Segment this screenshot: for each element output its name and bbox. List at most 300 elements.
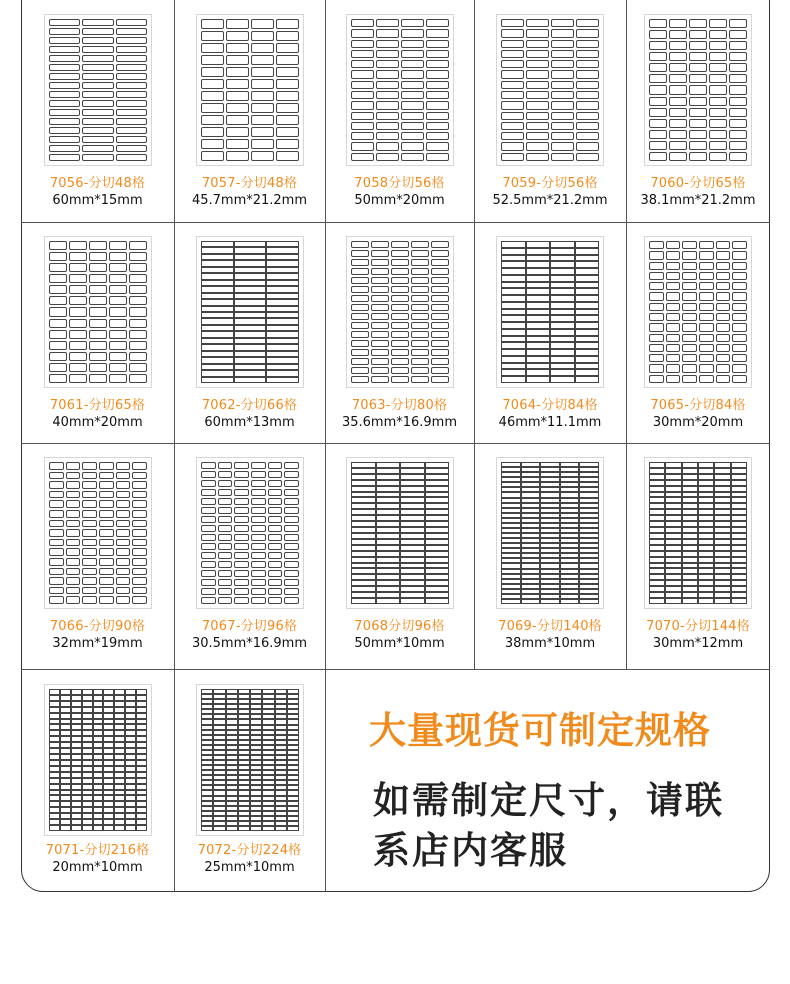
label-cell [716, 282, 731, 290]
label-cell [550, 295, 575, 302]
label-cell [218, 507, 233, 514]
label-cell [89, 241, 107, 250]
label-cell [575, 268, 600, 275]
label-cell [201, 561, 216, 568]
label-cell [501, 60, 524, 68]
label-cell [576, 112, 599, 120]
label-size: 35.6mm*16.9mm [341, 415, 458, 430]
label-cell [699, 272, 714, 280]
label-cell [576, 132, 599, 140]
label-cell [526, 315, 551, 322]
label-cell [682, 303, 697, 311]
label-cell [526, 132, 549, 140]
label-cell [66, 520, 81, 528]
label-cell [575, 255, 600, 262]
label-cell [401, 60, 424, 68]
label-cell [201, 480, 216, 487]
label-cell [682, 334, 697, 342]
label-cell [268, 579, 283, 586]
label-cell [226, 127, 249, 137]
label-cell [268, 480, 283, 487]
label-cell [526, 60, 549, 68]
label-cell [351, 349, 369, 356]
label-cell [109, 252, 127, 261]
label-sheet-preview [644, 14, 752, 166]
label-cell [201, 55, 224, 65]
label-cell [49, 145, 80, 152]
label-cell [729, 141, 747, 150]
label-cell [66, 510, 81, 518]
label-cell [716, 251, 731, 259]
label-cell [699, 323, 714, 331]
label-cell [276, 43, 299, 53]
label-cell [550, 369, 575, 376]
label-cell [669, 63, 687, 72]
label-cell [575, 241, 600, 248]
label-sheet-preview [44, 457, 152, 609]
label-cell [669, 85, 687, 94]
label-cell [351, 81, 374, 89]
label-cell [729, 41, 747, 50]
label-cell [699, 251, 714, 259]
label-cell [526, 322, 551, 329]
label-cell [732, 262, 747, 270]
label-cell [501, 142, 524, 150]
label-cell [689, 52, 707, 61]
label-cell [716, 375, 731, 383]
label-cell [49, 500, 64, 508]
label-cell [276, 31, 299, 41]
label-cell [540, 599, 560, 604]
label-cell [501, 153, 524, 161]
label-cell [116, 100, 147, 107]
label-cell [709, 41, 727, 50]
label-cell [431, 241, 449, 248]
label-cell [501, 295, 526, 302]
label-cell [709, 52, 727, 61]
label-cell [376, 29, 399, 37]
label-cell [218, 597, 233, 604]
label-cell [49, 73, 80, 80]
label-cell [116, 37, 147, 44]
label-card[interactable] [474, 222, 626, 443]
label-cell [411, 259, 429, 266]
label-size: 60mm*15mm [52, 193, 143, 208]
label-cell [391, 322, 409, 329]
label-cell [669, 19, 687, 28]
label-cell [666, 282, 681, 290]
label-cell [391, 277, 409, 284]
label-sheet-preview [496, 14, 604, 166]
label-cell [351, 29, 374, 37]
label-cell [251, 543, 266, 550]
label-cell [109, 330, 127, 339]
label-cell [526, 112, 549, 120]
label-cell [501, 336, 526, 343]
label-cell [501, 29, 524, 37]
label-cell [669, 119, 687, 128]
label-cell [411, 304, 429, 311]
label-cell [426, 19, 449, 27]
label-cell [426, 60, 449, 68]
label-cell [426, 112, 449, 120]
label-cell [526, 50, 549, 58]
label-cell [550, 255, 575, 262]
label-cell [251, 31, 274, 41]
label-cell [116, 596, 131, 604]
label-cell [49, 825, 60, 831]
label-cell [129, 307, 147, 316]
label-cell [689, 141, 707, 150]
label-cell [284, 498, 299, 505]
label-cell [729, 152, 747, 161]
label-cell [201, 115, 224, 125]
label-cell [93, 825, 104, 831]
label-cell [714, 598, 730, 604]
label-cell [709, 63, 727, 72]
label-cell [649, 272, 664, 280]
label-cell [66, 568, 81, 576]
label-cell [501, 70, 524, 78]
label-cell [699, 354, 714, 362]
label-cell [401, 70, 424, 78]
label-cell [551, 70, 574, 78]
label-cell [729, 52, 747, 61]
label-card[interactable] [174, 669, 325, 892]
label-cell [82, 82, 113, 89]
label-cell [689, 19, 707, 28]
label-card[interactable] [21, 669, 174, 892]
label-cell [526, 70, 549, 78]
label-cell [251, 115, 274, 125]
label-card[interactable] [174, 443, 325, 669]
label-cell [89, 352, 107, 361]
label-cell [268, 561, 283, 568]
label-cell [268, 543, 283, 550]
label-cell [550, 302, 575, 309]
label-cell [401, 50, 424, 58]
label-cell [82, 558, 97, 566]
label-cell [276, 151, 299, 161]
label-cell [66, 548, 81, 556]
label-cell [371, 304, 389, 311]
label-cell [649, 354, 664, 362]
label-cell [226, 55, 249, 65]
label-cell [234, 462, 249, 469]
label-cell [550, 356, 575, 363]
label-cell [49, 118, 80, 125]
label-cell [116, 109, 147, 116]
label-cell [682, 262, 697, 270]
label-cell [351, 598, 376, 604]
label-cell [575, 309, 600, 316]
label-card[interactable] [474, 0, 626, 222]
label-cell [575, 315, 600, 322]
label-cell [732, 375, 747, 383]
label-cell [234, 498, 249, 505]
label-card[interactable] [626, 0, 770, 222]
label-cell [49, 577, 64, 585]
label-cell [268, 516, 283, 523]
label-cell [732, 292, 747, 300]
label-cell [431, 286, 449, 293]
label-cell [109, 274, 127, 283]
label-cell [109, 296, 127, 305]
label-cell [526, 261, 551, 268]
label-cell [132, 481, 147, 489]
label-cell [401, 153, 424, 161]
label-cell [526, 329, 551, 336]
label-cell [116, 73, 147, 80]
label-cell [391, 340, 409, 347]
label-cell [82, 37, 113, 44]
label-cell [575, 376, 600, 383]
label-card[interactable] [21, 0, 174, 222]
label-cell [576, 70, 599, 78]
label-cell [575, 363, 600, 370]
label-cell [116, 539, 131, 547]
label-cell [234, 525, 249, 532]
label-cell [69, 285, 87, 294]
label-cell [351, 19, 374, 27]
label-cell [716, 272, 731, 280]
label-cell [268, 498, 283, 505]
label-cell [49, 529, 64, 537]
label-cell [501, 101, 524, 109]
label-cell [391, 331, 409, 338]
label-cell [99, 529, 114, 537]
label-cell [351, 322, 369, 329]
label-card[interactable] [174, 0, 325, 222]
label-cell [709, 141, 727, 150]
label-cell [689, 74, 707, 83]
label-cell [201, 79, 224, 89]
label-cell [716, 241, 731, 249]
label-size: 30mm*20mm [652, 415, 744, 430]
label-card[interactable] [174, 222, 325, 443]
label-cell [550, 336, 575, 343]
label-cell [251, 19, 274, 29]
label-cell [351, 340, 369, 347]
label-cell [125, 825, 136, 831]
label-cell [526, 81, 549, 89]
label-cell [116, 28, 147, 35]
label-cell [401, 132, 424, 140]
label-cell [426, 40, 449, 48]
label-cell [49, 296, 67, 305]
label-cell [284, 480, 299, 487]
label-cell [391, 286, 409, 293]
label-cell [251, 579, 266, 586]
label-cell [89, 263, 107, 272]
label-cell [49, 274, 67, 283]
label-cell [251, 67, 274, 77]
label-card[interactable] [21, 222, 174, 443]
label-cell [426, 122, 449, 130]
label-card[interactable] [474, 443, 626, 669]
label-cell [732, 241, 747, 249]
label-cell [218, 498, 233, 505]
label-cell [501, 376, 526, 383]
label-cell [266, 377, 299, 383]
label-cell [376, 91, 399, 99]
label-cell [501, 363, 526, 370]
label-card[interactable] [325, 443, 474, 669]
label-cell [201, 498, 216, 505]
label-cell [251, 139, 274, 149]
label-cell [226, 19, 249, 29]
label-cell [99, 472, 114, 480]
label-cell [218, 525, 233, 532]
label-card[interactable] [626, 222, 770, 443]
label-cell [201, 507, 216, 514]
label-card[interactable] [325, 222, 474, 443]
label-cell [550, 349, 575, 356]
label-cell [669, 41, 687, 50]
label-cell [689, 41, 707, 50]
label-cell [579, 599, 599, 604]
label-cell [411, 322, 429, 329]
label-cell [411, 349, 429, 356]
label-cell [431, 250, 449, 257]
label-cell [116, 510, 131, 518]
label-cell [551, 40, 574, 48]
label-size: 25mm*10mm [204, 860, 295, 875]
label-cell [371, 241, 389, 248]
label-cell [732, 323, 747, 331]
label-cell [501, 261, 526, 268]
label-cell [201, 826, 213, 831]
label-cell [82, 472, 97, 480]
label-cell [132, 558, 147, 566]
label-cell [391, 358, 409, 365]
product-code: 7064-分切84格 [502, 398, 598, 413]
label-cell [99, 520, 114, 528]
label-cell [226, 31, 249, 41]
label-cell [699, 262, 714, 270]
label-cell [649, 262, 664, 270]
label-cell [49, 462, 64, 470]
label-cell [501, 50, 524, 58]
label-cell [376, 598, 401, 604]
label-cell [82, 568, 97, 576]
label-size: 52.5mm*21.2mm [492, 193, 608, 208]
label-cell [709, 108, 727, 117]
label-cell [276, 115, 299, 125]
label-cell [49, 363, 67, 372]
label-card[interactable] [626, 443, 770, 669]
label-cell [82, 19, 113, 26]
label-cell [251, 43, 274, 53]
label-cell [729, 85, 747, 94]
label-cell [66, 491, 81, 499]
label-cell [218, 516, 233, 523]
label-sheet-preview [196, 457, 304, 609]
label-cell [251, 597, 266, 604]
label-cell [49, 472, 64, 480]
label-size: 50mm*20mm [354, 193, 445, 208]
label-card[interactable] [325, 0, 474, 222]
label-cell [411, 277, 429, 284]
label-cell [666, 272, 681, 280]
label-cell [431, 322, 449, 329]
label-cell [649, 141, 667, 150]
label-cell [201, 67, 224, 77]
label-cell [116, 472, 131, 480]
label-cell [116, 491, 131, 499]
label-cell [201, 91, 224, 101]
label-cell [709, 74, 727, 83]
label-cell [351, 268, 369, 275]
label-cell [526, 40, 549, 48]
label-cell [276, 139, 299, 149]
label-cell [132, 510, 147, 518]
label-cell [109, 241, 127, 250]
label-card[interactable] [21, 443, 174, 669]
label-cell [69, 319, 87, 328]
label-cell [649, 303, 664, 311]
label-cell [699, 241, 714, 249]
label-cell [234, 534, 249, 541]
label-cell [351, 304, 369, 311]
label-cell [732, 334, 747, 342]
label-cell [560, 599, 580, 604]
label-cell [426, 142, 449, 150]
label-cell [550, 322, 575, 329]
label-cell [551, 153, 574, 161]
promo-title: 大量现货可制定规格 [369, 709, 711, 752]
label-sheet-preview [496, 457, 604, 609]
label-cell [669, 30, 687, 39]
label-cell [575, 261, 600, 268]
label-cell [201, 377, 234, 383]
product-code: 7062-分切66格 [201, 398, 298, 413]
label-cell [666, 313, 681, 321]
label-cell [709, 119, 727, 128]
label-cell [551, 29, 574, 37]
label-cell [116, 568, 131, 576]
label-sheet-preview [644, 236, 752, 388]
label-sheet-preview [346, 14, 454, 166]
label-cell [732, 344, 747, 352]
label-cell [575, 329, 600, 336]
label-cell [576, 60, 599, 68]
label-cell [351, 142, 374, 150]
label-cell [666, 344, 681, 352]
label-cell [99, 500, 114, 508]
label-cell [116, 558, 131, 566]
label-cell [501, 302, 526, 309]
label-cell [526, 309, 551, 316]
label-cell [201, 525, 216, 532]
label-cell [82, 46, 113, 53]
label-cell [666, 375, 681, 383]
label-cell [218, 570, 233, 577]
label-cell [66, 481, 81, 489]
label-cell [234, 588, 249, 595]
label-cell [501, 268, 526, 275]
label-cell [400, 598, 425, 604]
label-cell [575, 275, 600, 282]
label-cell [262, 826, 274, 831]
label-cell [109, 319, 127, 328]
label-cell [268, 507, 283, 514]
label-cell [401, 91, 424, 99]
label-cell [251, 516, 266, 523]
label-cell [116, 64, 147, 71]
label-cell [401, 122, 424, 130]
label-cell [716, 334, 731, 342]
